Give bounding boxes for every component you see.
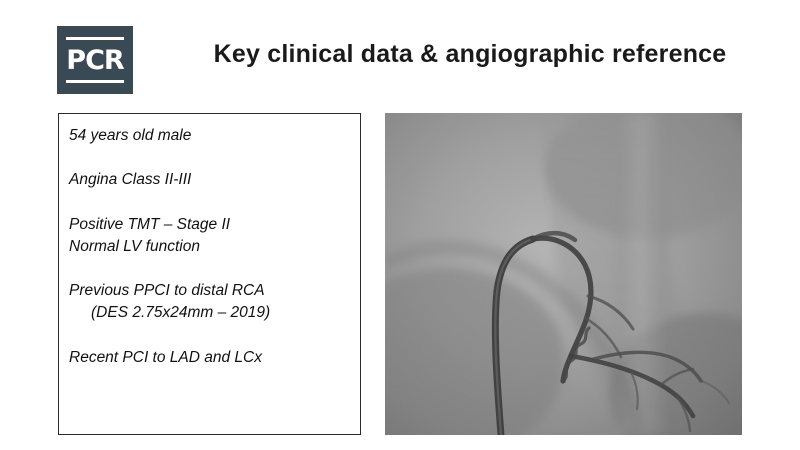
pcr-logo-text: PCR	[66, 44, 124, 76]
logo-bar-top-icon	[66, 37, 124, 40]
clinical-line-angina-class: Angina Class II-III	[69, 171, 192, 189]
page-title: Key clinical data & angiographic reference	[213, 40, 727, 68]
clinical-line-stent-details: (DES 2.75x24mm – 2019)	[91, 304, 271, 322]
spacer	[69, 144, 360, 172]
clinical-line-lv-function: Normal LV function	[69, 237, 200, 255]
clinical-data-panel	[58, 113, 361, 435]
spacer	[69, 322, 360, 350]
clinical-line-tmt: Positive TMT – Stage II	[69, 215, 231, 233]
clinical-line-age-sex: 54 years old male	[69, 127, 192, 144]
clinical-line-recent-pci: Recent PCI to LAD and LCx	[69, 348, 262, 366]
logo-bar-bottom-icon	[66, 80, 124, 83]
angiogram-image	[385, 113, 742, 435]
pcr-logo-inner	[64, 40, 126, 80]
pcr-logo	[57, 26, 133, 94]
spacer	[69, 255, 360, 283]
spacer	[69, 189, 360, 217]
clinical-line-previous-ppci: Previous PPCI to distal RCA	[69, 282, 265, 300]
